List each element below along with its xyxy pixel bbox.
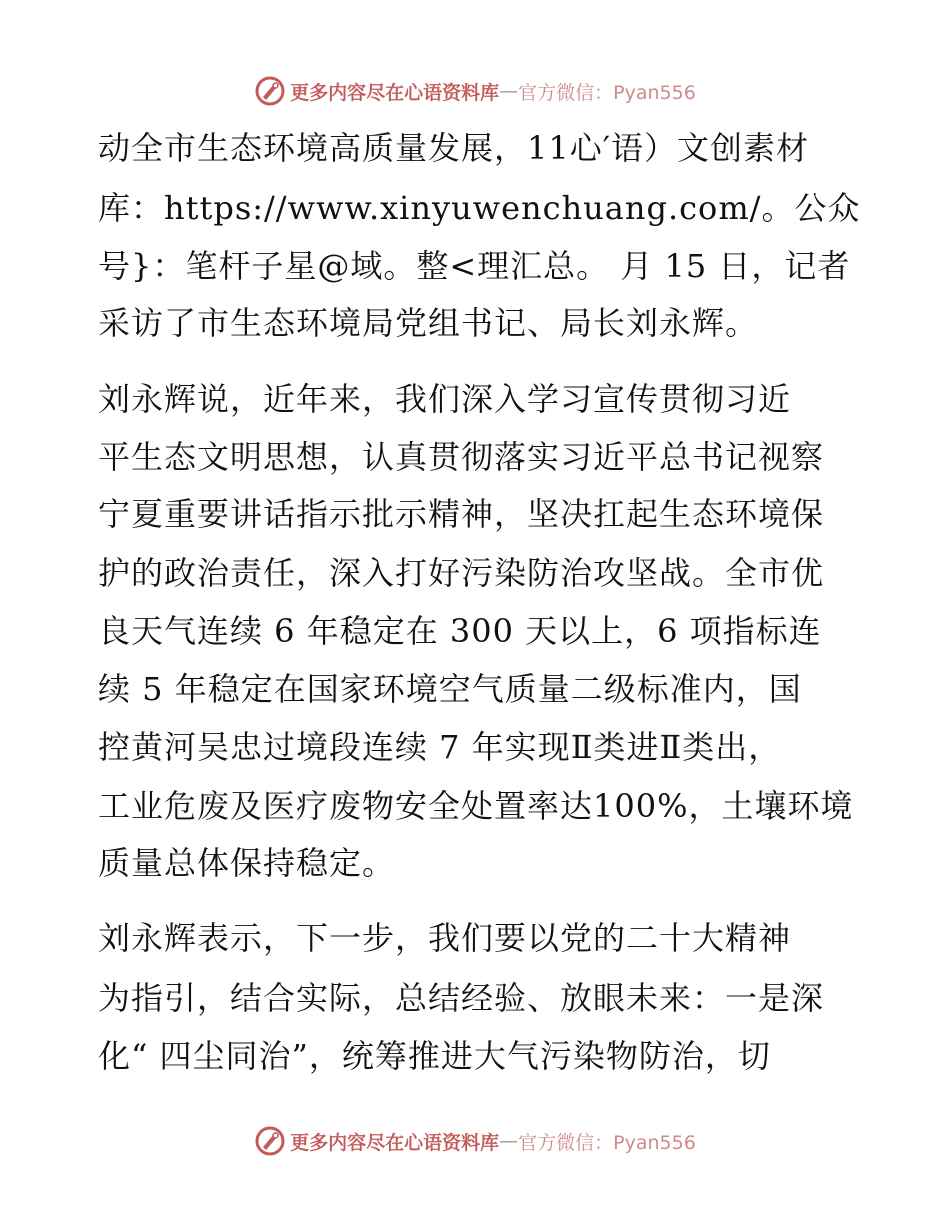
text-line: 宁夏重要讲话指示批示精神，坚决扛起生态环境保 bbox=[98, 495, 825, 533]
text-line: 动全市生态环境高质量发展，11心′语）文创素材 bbox=[98, 129, 809, 167]
text-line: 工业危废及医疗废物安全处置率达100%，土壤环境 bbox=[98, 787, 854, 825]
text-line: 号}：笔杆子星@域。整<理汇总。 月 15 日，记者 bbox=[98, 247, 851, 285]
brand-logo-icon bbox=[254, 75, 286, 107]
banner-account-text: 官方微信：Pyan556 bbox=[518, 1131, 696, 1154]
text-line: 采访了市生态环境局党组书记、局长刘永辉。 bbox=[98, 304, 759, 342]
text-line: 续 5 年稳定在国家环境空气质量二级标准内，国 bbox=[98, 670, 802, 708]
text-line: 库：https://www.xinyuwenchuang.com/。公众 bbox=[98, 189, 861, 227]
header-watermark-banner bbox=[0, 71, 950, 111]
text-line: 刘永辉表示，下一步，我们要以党的二十大精神 bbox=[98, 919, 792, 957]
text-line: 为指引，结合实际，总结经验、放眼未来：一是深 bbox=[98, 979, 825, 1017]
brand-logo-icon bbox=[254, 1125, 286, 1157]
banner-account-text: 官方微信：Pyan556 bbox=[518, 81, 696, 104]
text-line: 良天气连续 6 年稳定在 300 天以上，6 项指标连 bbox=[98, 612, 822, 650]
text-line: 质量总体保持稳定。 bbox=[98, 844, 396, 882]
banner-lead-text: 更多内容尽在心语资料库 bbox=[290, 81, 500, 104]
text-line: 护的政治责任，深入打好污染防治攻坚战。全市优 bbox=[98, 554, 825, 592]
footer-watermark-banner bbox=[0, 1121, 950, 1161]
text-line: 平生态文明思想，认真贯彻落实习近平总书记视察 bbox=[98, 438, 825, 476]
banner-dash: — bbox=[499, 1130, 519, 1152]
banner-lead-text: 更多内容尽在心语资料库 bbox=[290, 1131, 500, 1154]
banner-dash: — bbox=[499, 80, 519, 102]
text-line: 控黄河吴忠过境段连续 7 年实现Ⅱ类进Ⅱ类出， bbox=[98, 728, 782, 766]
text-line: 化“ 四尘同治”，统筹推进大气污染物防治，切 bbox=[98, 1037, 771, 1075]
text-line: 刘永辉说，近年来，我们深入学习宣传贯彻习近 bbox=[98, 380, 792, 418]
